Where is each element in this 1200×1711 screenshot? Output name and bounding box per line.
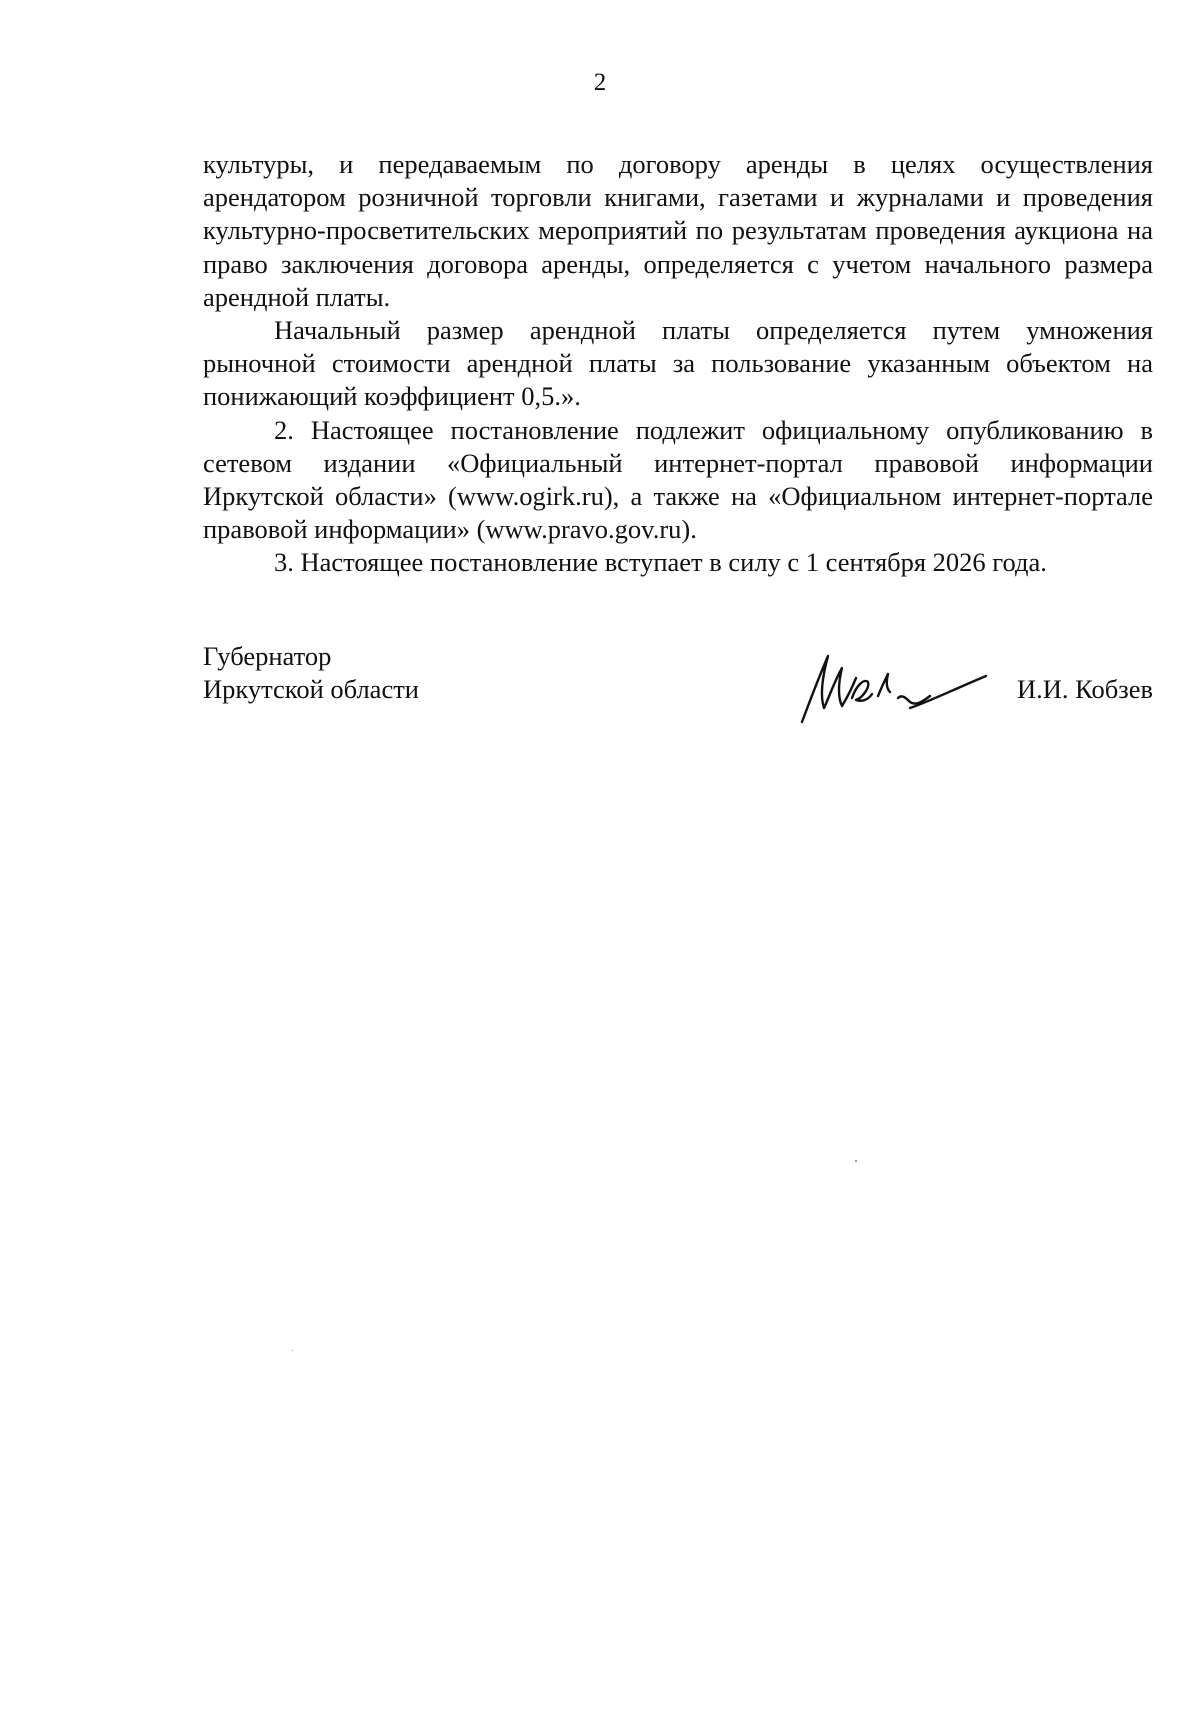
scan-speck	[855, 1160, 857, 1162]
signatory-name: И.И. Кобзев	[1017, 674, 1153, 704]
document-body	[203, 148, 1153, 580]
signatory-title-line1: Губернатор	[203, 641, 332, 671]
signatory-title-line2: Иркутской области	[203, 674, 419, 705]
paragraph-continuation: культуры, и передаваемым по договору аренды в целях осуществления арендатором розничной торговли книгами, газетами и журналами и проведения культурно-просветительских мероприятий по результатам проведения аукциона на право заключения договора аренды, определяется с учетом начального размера арендной платы.	[203, 149, 1153, 312]
handwritten-signature-icon	[798, 648, 988, 728]
paragraph-effective-date: 3. Настоящее постановление вступает в силу с 1 сентября 2026 года.	[274, 547, 1047, 578]
scan-speck	[292, 1350, 293, 1351]
paragraph-initial-rent: Начальный размер арендной платы определяется путем умножения рыночной стоимости арендной платы за пользование указанным объектом на понижающий коэффициент 0,5.».	[203, 315, 1153, 412]
page-number: 2	[593, 69, 607, 96]
signatory-title	[203, 640, 419, 706]
signature-block	[203, 640, 1153, 730]
paragraph-publication: 2. Настоящее постановление подлежит официальному опубликованию в сетевом издании «Официальный интернет-портал правовой информации Иркутской области» (www.ogirk.ru), а также на «Официальном интернет-портале правовой информации» (www.pravo.gov.ru).	[203, 414, 1153, 545]
